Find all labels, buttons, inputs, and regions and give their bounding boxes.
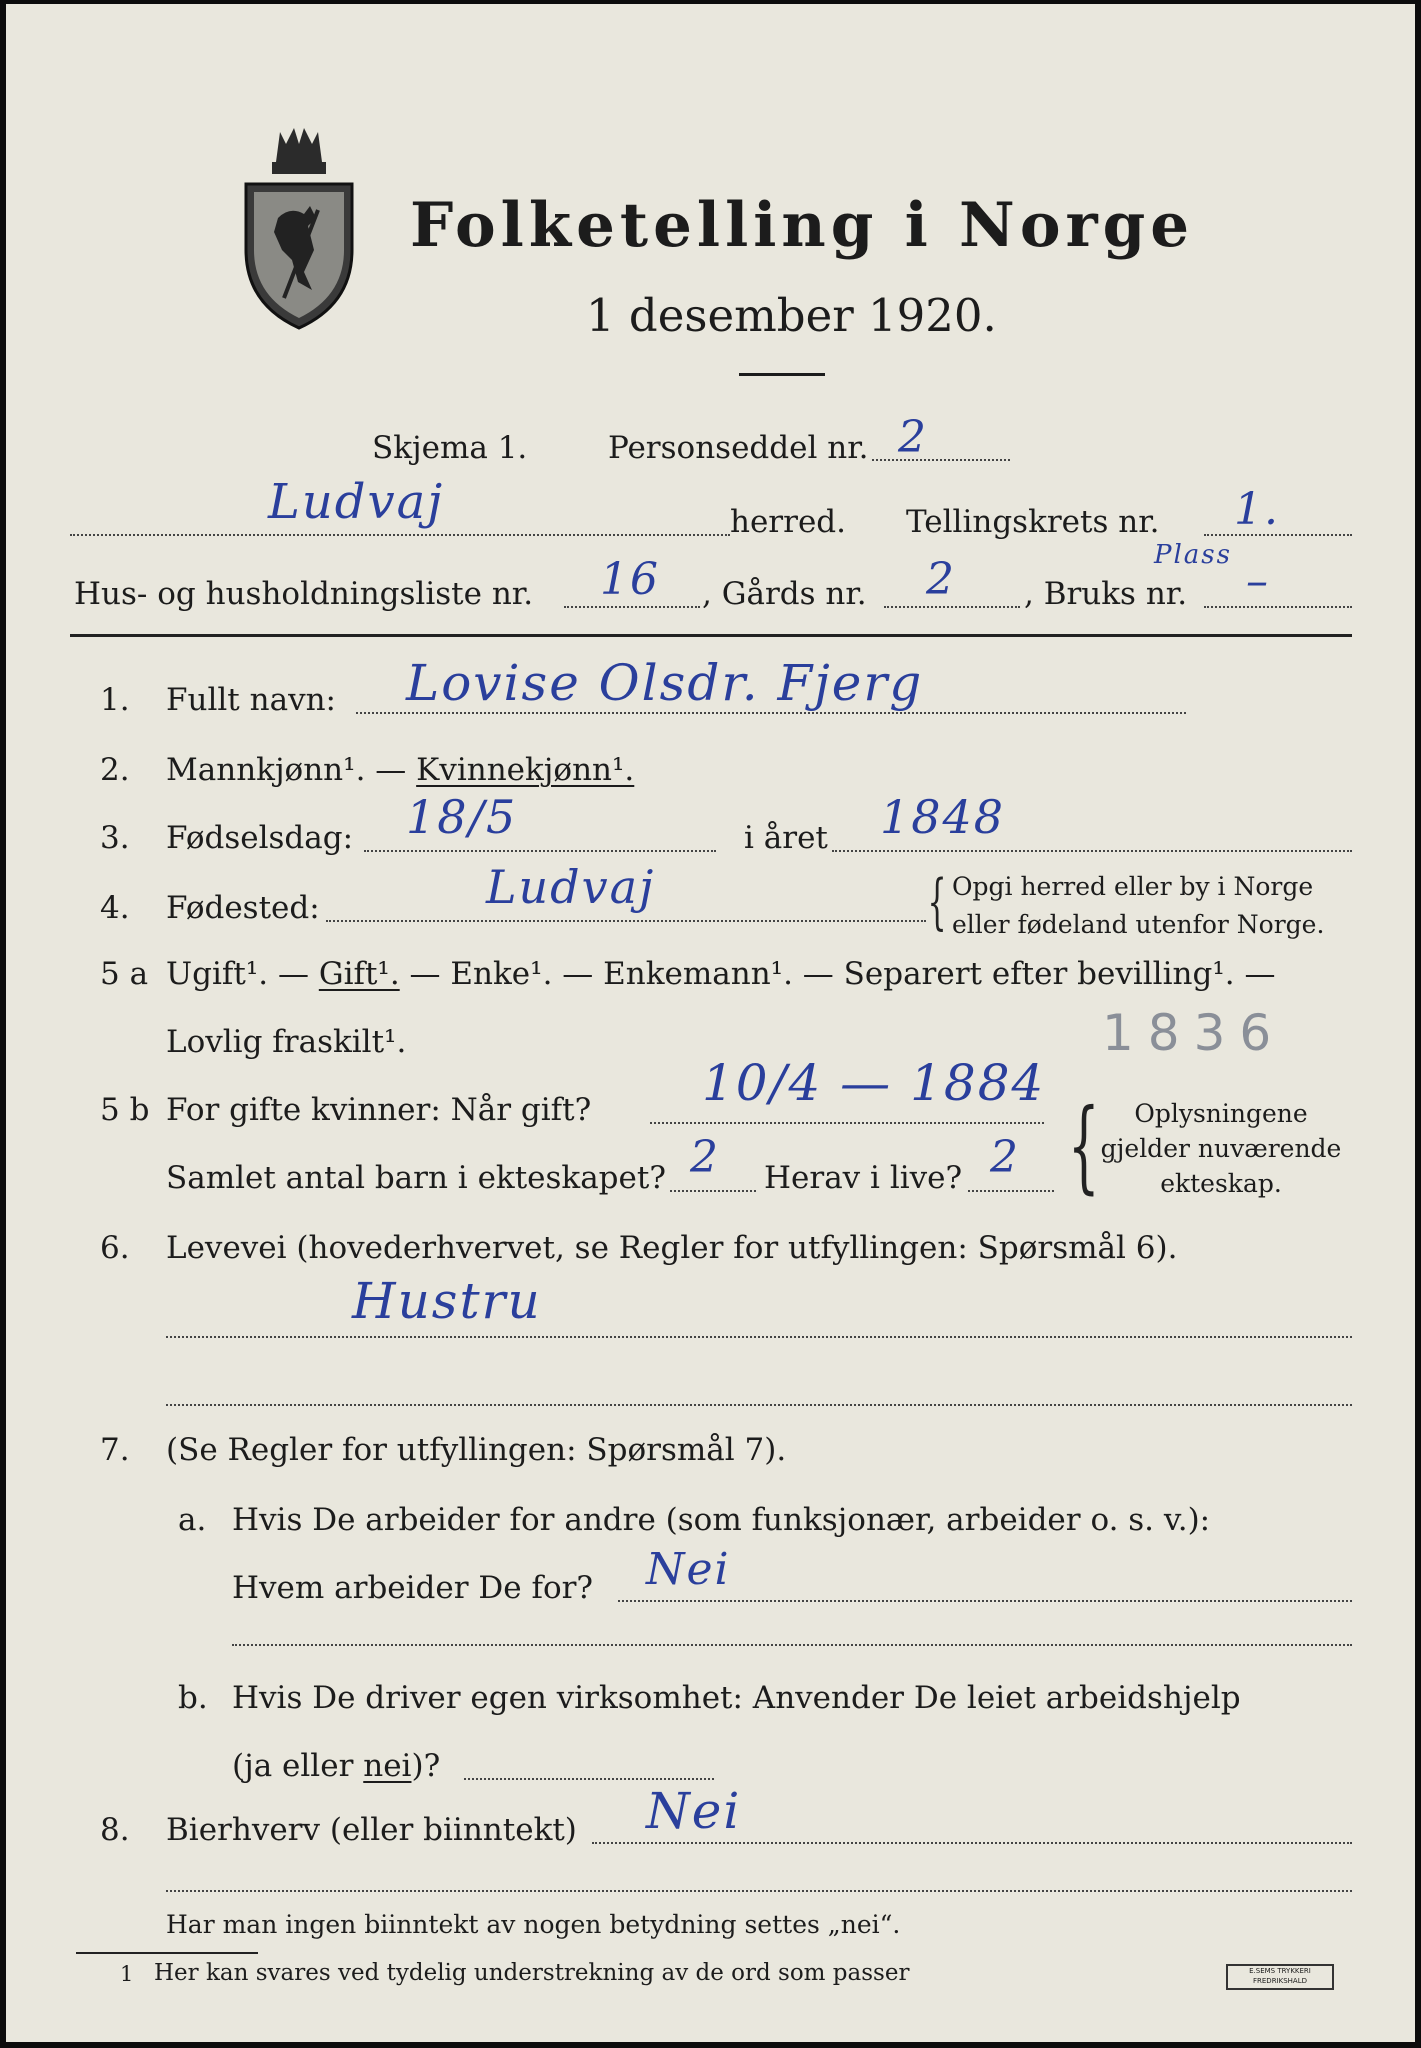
q7b-label-line1: Hvis De driver egen virksomhet: Anvender De leiet arbeidshjelp	[232, 1680, 1241, 1716]
q3-label: Fødselsdag:	[166, 820, 354, 856]
herred-value: Ludvaj	[268, 474, 445, 530]
personseddel-field[interactable]	[872, 459, 1010, 461]
q4-label: Fødested:	[166, 890, 320, 926]
q5a-options	[166, 956, 1275, 992]
q7a-number: a.	[178, 1502, 207, 1538]
printer-stamp: E.SEMS TRYKKERI FREDRIKSHALD	[1226, 1964, 1334, 1990]
q7a-label-line2: Hvem arbeider De for?	[232, 1570, 594, 1606]
title-divider	[739, 373, 825, 376]
side-income-field[interactable]	[592, 1842, 1352, 1844]
q5a-option-rest[interactable]: — Enke¹. — Enkemann¹. — Separert efter bevilling¹. —	[399, 956, 1276, 992]
q6-label: Levevei (hovederhvervet, se Regler for utfyllingen: Spørsmål 6).	[166, 1230, 1178, 1266]
q7-label: (Se Regler for utfyllingen: Spørsmål 7).	[166, 1432, 787, 1468]
occupation-value: Hustru	[352, 1272, 542, 1330]
birthplace-value: Ludvaj	[486, 860, 656, 914]
q5b-alive-label: Herav i live?	[764, 1160, 963, 1196]
personseddel-label: Personseddel nr.	[608, 430, 869, 466]
q4-note-line2: eller fødeland utenfor Norge.	[952, 910, 1325, 939]
marriage-date-field[interactable]	[650, 1122, 1044, 1124]
tellingskrets-value: 1.	[1234, 484, 1280, 535]
q7b-option-nei-selected[interactable]: nei	[363, 1748, 412, 1784]
q2-options	[166, 752, 634, 788]
footnote-text: Her kan svares ved tydelig understrekning av de ord som passer	[154, 1960, 910, 1986]
pencil-annotation: 1836	[1102, 1004, 1286, 1062]
q7b-label-line2: (ja eller nei)?	[232, 1748, 441, 1784]
children-alive-value: 2	[990, 1132, 1020, 1183]
birthday-field[interactable]	[364, 850, 716, 852]
birthplace-field[interactable]	[326, 920, 926, 922]
marriage-date-value: 10/4 — 1884	[702, 1054, 1046, 1112]
q4-number: 4.	[100, 890, 130, 926]
herred-label: herred.	[730, 504, 846, 540]
full-name-field[interactable]	[356, 712, 1186, 714]
q7b-number: b.	[178, 1680, 208, 1716]
gards-value: 2	[926, 554, 956, 605]
hus-label: Hus- og husholdningsliste nr.	[74, 576, 534, 612]
q5b-brace: {	[1067, 1087, 1100, 1204]
full-name-value: Lovise Olsdr. Fjerg	[406, 654, 924, 712]
footnote-mark: 1	[120, 1962, 134, 1986]
bruks-annotation: Plass	[1154, 540, 1232, 570]
employer-value: Nei	[646, 1544, 731, 1595]
census-form	[6, 4, 1415, 2042]
q5a-option-married-selected[interactable]: Gift¹.	[318, 956, 400, 992]
tellingskrets-label: Tellingskrets nr.	[906, 504, 1160, 540]
bruks-field[interactable]	[1204, 606, 1352, 608]
hus-field[interactable]	[564, 606, 700, 608]
q5b-number: 5 b	[100, 1092, 150, 1128]
gards-field[interactable]	[884, 606, 1020, 608]
q5b-note-line1: Oplysningene	[1134, 1099, 1308, 1128]
q5a-number: 5 a	[100, 956, 149, 992]
header-separator	[70, 634, 1352, 637]
side-income-field-2[interactable]	[166, 1890, 1352, 1892]
q3-number: 3.	[100, 820, 130, 856]
employer-field[interactable]	[618, 1600, 1352, 1602]
q2-option-female-selected[interactable]: Kvinnekjønn¹.	[416, 752, 635, 788]
q4-brace: {	[927, 867, 947, 937]
q6-number: 6.	[100, 1230, 130, 1266]
q5b-note-line3: ekteskap.	[1160, 1169, 1282, 1198]
herred-field[interactable]	[70, 534, 730, 536]
hus-value: 16	[600, 554, 660, 605]
children-alive-field[interactable]	[968, 1190, 1054, 1192]
gards-label: , Gårds nr.	[702, 576, 867, 612]
q7-number: 7.	[100, 1432, 130, 1468]
q5a-option-divorced[interactable]: Lovlig fraskilt¹.	[166, 1024, 407, 1060]
occupation-field-2[interactable]	[166, 1404, 1352, 1406]
q1-number: 1.	[100, 682, 130, 718]
q3-year-label: i året	[744, 820, 828, 856]
children-total-value: 2	[690, 1132, 720, 1183]
footer-note: Har man ingen biinntekt av nogen betydning settes „nei“.	[166, 1910, 901, 1939]
norway-coat-of-arms-icon	[238, 122, 360, 334]
q2-number: 2.	[100, 752, 130, 788]
q5a-option-unmarried[interactable]: Ugift¹. —	[166, 956, 319, 992]
side-income-value: Nei	[646, 1782, 742, 1840]
form-subtitle: 1 desember 1920.	[586, 289, 997, 342]
q8-label: Bierhverv (eller biinntekt)	[166, 1812, 577, 1848]
personseddel-value: 2	[898, 412, 928, 463]
occupation-field[interactable]	[166, 1336, 1352, 1338]
form-title: Folketelling i Norge	[410, 190, 1195, 261]
q5b-note-line2: gjelder nuværende	[1100, 1134, 1342, 1163]
children-total-field[interactable]	[670, 1190, 756, 1192]
q5b-note	[1086, 1096, 1356, 1201]
birth-year-value: 1848	[880, 790, 1006, 844]
q1-label: Fullt navn:	[166, 682, 336, 718]
bruks-value: –	[1246, 556, 1270, 607]
q7a-label-line1: Hvis De arbeider for andre (som funksjonær, arbeider o. s. v.):	[232, 1502, 1211, 1538]
birth-year-field[interactable]	[832, 850, 1352, 852]
q5b-children-label: Samlet antal barn i ekteskapet?	[166, 1160, 666, 1196]
employer-field-2[interactable]	[232, 1644, 1352, 1646]
hired-help-field[interactable]	[464, 1778, 714, 1780]
footnote-separator	[76, 1952, 258, 1954]
skjema-label: Skjema 1.	[372, 430, 528, 466]
bruks-label: , Bruks nr.	[1024, 576, 1188, 612]
q2-option-male[interactable]: Mannkjønn¹. —	[166, 752, 417, 788]
q4-note-line1: Opgi herred eller by i Norge	[952, 872, 1314, 901]
q5b-label: For gifte kvinner: Når gift?	[166, 1092, 592, 1128]
birthday-value: 18/5	[406, 790, 518, 844]
q8-number: 8.	[100, 1812, 130, 1848]
